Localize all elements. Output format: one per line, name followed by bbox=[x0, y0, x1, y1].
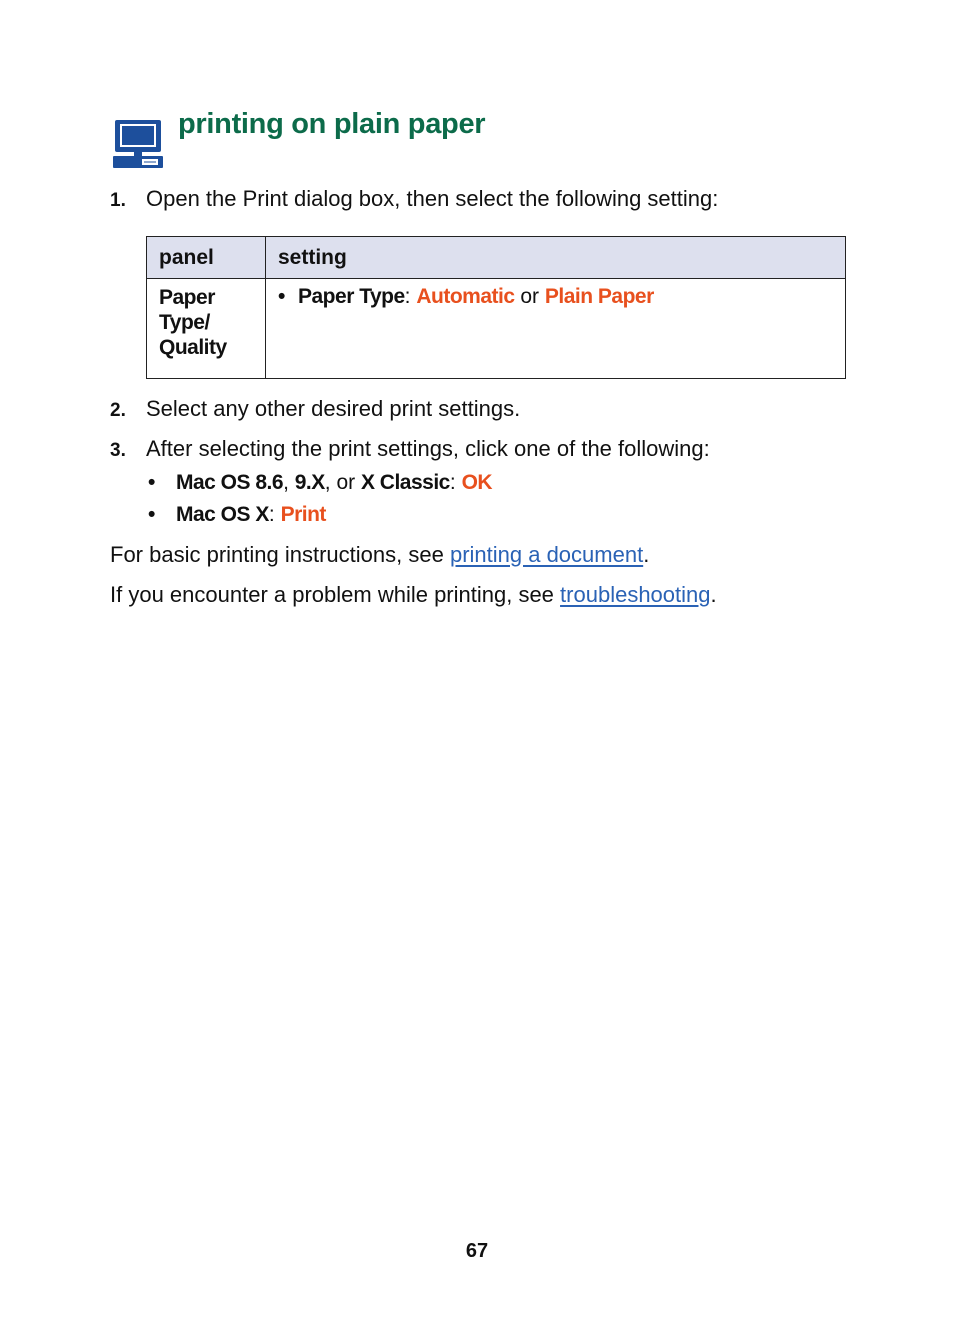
separator: , or bbox=[324, 471, 356, 494]
step-text: Open the Print dialog box, then select the following setting: bbox=[146, 186, 719, 211]
paragraph-end: . bbox=[710, 582, 717, 607]
page-number: 67 bbox=[465, 1240, 489, 1262]
separator: , bbox=[283, 471, 289, 494]
printing-a-document-link[interactable]: printing a document bbox=[449, 542, 644, 567]
step-number: 1. bbox=[110, 190, 126, 211]
colon: : bbox=[449, 471, 456, 494]
sub-bullet-mac-os-classic bbox=[148, 471, 492, 495]
panel-line: Quality bbox=[159, 336, 227, 359]
step-number: 3. bbox=[110, 440, 126, 461]
label-x-classic: X Classic bbox=[360, 471, 450, 494]
column-header-panel: panel bbox=[147, 237, 266, 279]
table-row bbox=[147, 279, 846, 379]
step-2 bbox=[110, 396, 520, 422]
panel-line: Paper bbox=[159, 286, 215, 309]
or-text: or bbox=[520, 285, 540, 308]
table-header-row bbox=[147, 237, 846, 279]
label-9x: 9.X bbox=[294, 471, 325, 494]
step-text: Select any other desired print settings. bbox=[146, 396, 521, 421]
basic-instructions-paragraph bbox=[110, 542, 649, 568]
computer-icon bbox=[112, 118, 164, 170]
setting-cell bbox=[266, 279, 846, 379]
bullet: • bbox=[278, 285, 286, 308]
option-automatic: Automatic bbox=[416, 285, 515, 308]
page-header bbox=[112, 108, 832, 172]
troubleshooting-link[interactable]: troubleshooting bbox=[560, 582, 711, 607]
label-mac-os-x: Mac OS X bbox=[176, 503, 269, 526]
colon: : bbox=[404, 285, 411, 308]
paragraph-text: If you encounter a problem while printing, see bbox=[110, 582, 554, 607]
label-mac-os-86: Mac OS 8.6 bbox=[176, 471, 284, 494]
step-text: After selecting the print settings, click one of the following: bbox=[146, 436, 710, 461]
option-plain-paper: Plain Paper bbox=[544, 285, 654, 308]
column-header-setting: setting bbox=[266, 237, 846, 279]
step-3 bbox=[110, 436, 710, 462]
sub-bullet-mac-os-x bbox=[148, 503, 326, 527]
troubleshooting-paragraph bbox=[110, 582, 717, 608]
panel-cell bbox=[147, 279, 266, 379]
panel-line: Type/ bbox=[159, 311, 210, 334]
page-title: printing on plain paper bbox=[178, 108, 486, 140]
paragraph-text: For basic printing instructions, see bbox=[110, 542, 444, 567]
action-print: Print bbox=[280, 503, 326, 526]
paragraph-end: . bbox=[643, 542, 650, 567]
bullet: • bbox=[148, 503, 156, 526]
colon: : bbox=[268, 503, 275, 526]
step-1 bbox=[110, 186, 718, 212]
setting-label: Paper Type bbox=[298, 285, 405, 308]
action-ok: OK bbox=[461, 471, 493, 494]
settings-table bbox=[146, 236, 846, 379]
bullet: • bbox=[148, 471, 156, 494]
step-number: 2. bbox=[110, 400, 126, 421]
